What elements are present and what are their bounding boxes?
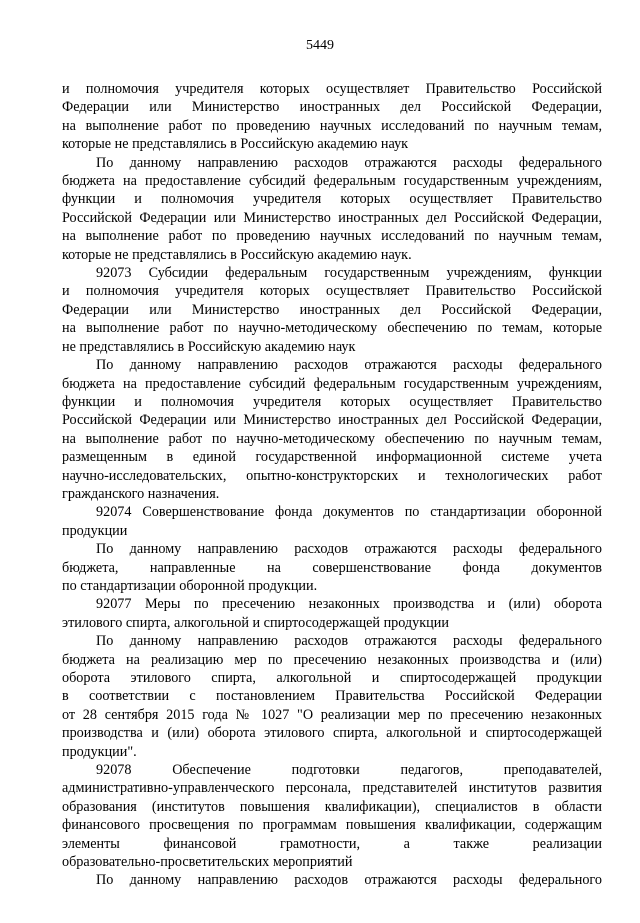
text-line: на выполнение работ по научно-методическому обеспечению по темам, которые [62, 320, 602, 337]
text-line: продукции [62, 522, 128, 539]
text-line: По данному направлению расходов отражаются расходы федерального [96, 872, 602, 889]
paragraph [62, 154, 602, 264]
text-line: этилового спирта, алкогольной и спиртосодержащей продукции [62, 614, 449, 631]
text-line: элементы финансовой грамотности, а также реализации [62, 835, 602, 852]
text-line: По данному направлению расходов отражаются расходы федерального [96, 633, 602, 650]
text-line: на выполнение работ по проведению научных исследований по научным темам, [62, 117, 602, 134]
text-line: Федерации или Министерство иностранных дел Российской Федерации, [62, 301, 602, 318]
text-line: По данному направлению расходов отражаются расходы федерального [96, 541, 602, 558]
paragraph [62, 356, 602, 503]
text-line: которые не представлялись в Российскую академию наук [62, 136, 409, 153]
text-line: научно-исследовательских, опытно-конструкторских и технологических работ [62, 467, 602, 484]
text-line: которые не представлялись в Российскую академию наук. [62, 246, 412, 263]
text-line: Федерации или Министерство иностранных дел Российской Федерации, [62, 99, 602, 116]
text-line: 92078 Обеспечение подготовки педагогов, преподавателей, [96, 762, 602, 779]
text-line: не представлялись в Российскую академию наук [62, 338, 356, 355]
text-line: административно-управленческого персонала, представителей институтов развития [62, 780, 602, 797]
text-line: бюджета на предоставление субсидий федеральным государственным учреждениям, [62, 375, 602, 392]
paragraph [62, 632, 602, 761]
text-line: 92074 Совершенствование фонда документов по стандартизации оборонной [96, 504, 602, 521]
text-line: образования (институтов повышения квалификации), специалистов в области [62, 798, 602, 815]
text-line: Российской Федерации или Министерство иностранных дел Российской Федерации, [62, 412, 602, 429]
paragraph [62, 871, 602, 889]
text-line: образовательно-просветительских мероприятий [62, 854, 353, 871]
text-line: финансового просвещения по программам повышения квалификации, содержащим [62, 817, 602, 834]
text-line: По данному направлению расходов отражаются расходы федерального [96, 357, 602, 374]
text-line: По данному направлению расходов отражаются расходы федерального [96, 154, 602, 171]
text-line: 92077 Меры по пресечению незаконных производства и (или) оборота [96, 596, 602, 613]
paragraph [62, 595, 602, 632]
text-line: продукции". [62, 743, 137, 760]
text-line: гражданского назначения. [62, 485, 220, 502]
text-line: Российской Федерации или Министерство иностранных дел Российской Федерации, [62, 209, 602, 226]
paragraph [62, 80, 602, 154]
page-number: 5449 [306, 38, 334, 53]
text-line: оборота этилового спирта, алкогольной и спиртосодержащей продукции [62, 670, 602, 686]
paragraph [62, 540, 602, 595]
text-line: функции и полномочия учредителя которых осуществляет Правительство [62, 191, 602, 208]
text-line: по стандартизации оборонной продукции. [62, 577, 318, 594]
document-body [62, 80, 602, 890]
paragraph [62, 503, 602, 540]
paragraph [62, 761, 602, 871]
text-line: производства и (или) оборота этилового спирта, алкогольной и спиртосодержащей [62, 725, 602, 742]
text-line: размещенным в единой государственной информационной системе учета [62, 449, 602, 466]
text-line: бюджета на реализацию мер по пресечению незаконных производства и (или) [62, 651, 602, 668]
text-line: бюджета на предоставление субсидий федеральным государственным учреждениям, [62, 173, 602, 190]
text-line: и полномочия учредителя которых осуществляет Правительство Российской [62, 283, 602, 300]
paragraph [62, 264, 602, 356]
text-line: в соответствии с постановлением Правительства Российской Федерации [62, 688, 602, 705]
text-line: на выполнение работ по проведению научных исследований по научным темам, [62, 228, 602, 245]
text-line: на выполнение работ по научно-методическому обеспечению по научным темам, [62, 430, 602, 447]
text-line: бюджета, направленные на совершенствование фонда документов [62, 559, 602, 576]
text-line: функции и полномочия учредителя которых осуществляет Правительство [62, 393, 602, 410]
text-line: от 28 сентября 2015 года № 1027 "О реализации мер по пресечению незаконных [62, 706, 602, 723]
text-line: и полномочия учредителя которых осуществляет Правительство Российской [62, 81, 602, 97]
text-line: 92073 Субсидии федеральным государственным учреждениям, функции [96, 265, 602, 282]
